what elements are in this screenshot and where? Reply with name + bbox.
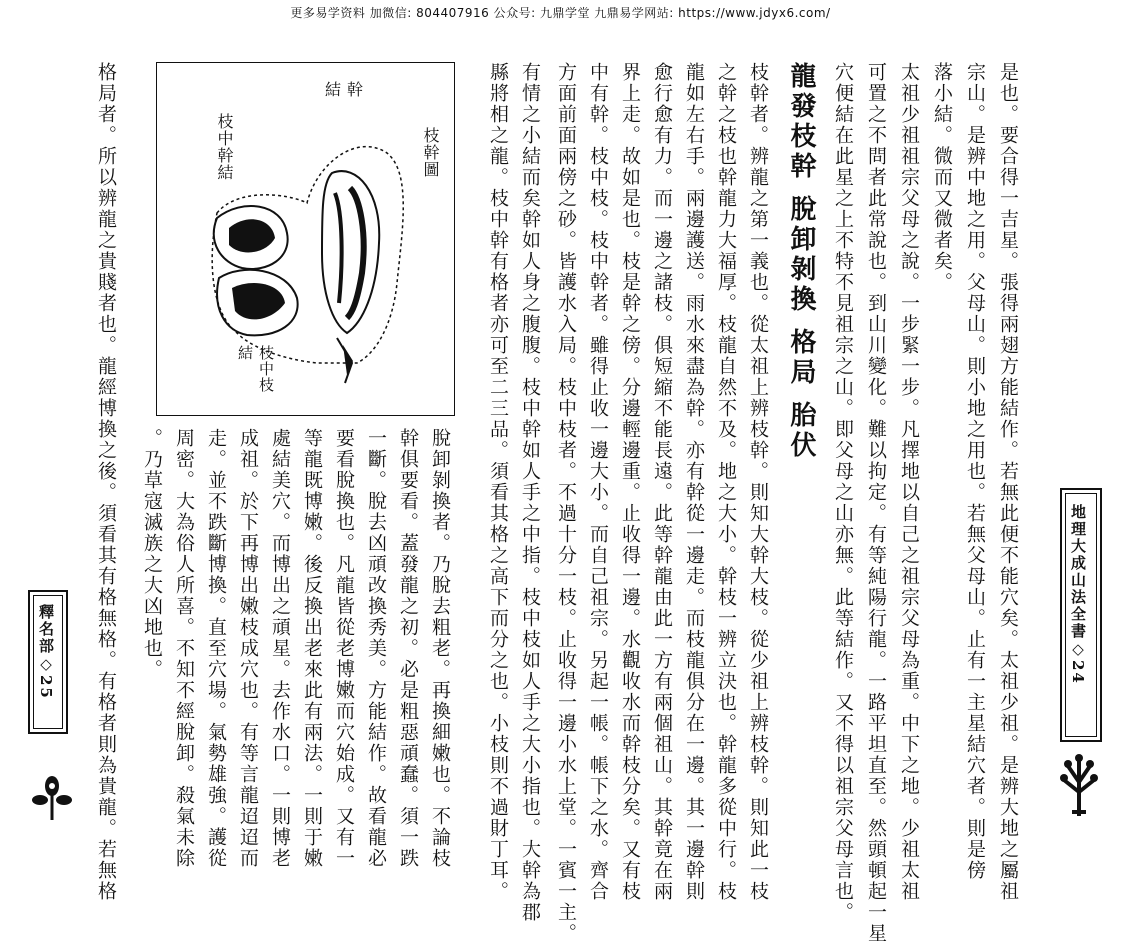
left-book-tab-title: 釋名部◇25 bbox=[37, 604, 55, 700]
branch-trunk-label-text: 枝中幹結 bbox=[215, 113, 234, 181]
left-book-tab bbox=[28, 590, 68, 734]
flower-ornament-icon bbox=[30, 770, 74, 822]
diagram-label-title: 枝幹圖 bbox=[421, 127, 440, 178]
right-book-tab-title: 地理大成山法全書◇24 bbox=[1069, 504, 1087, 685]
right-body-col-8: 有情之小結而矣幹如人身之腹腹。枝中幹如人手之中指。枝中枝如人手之大小指也。大幹為郡 bbox=[519, 62, 541, 923]
branch-branch-label-text: 枝中枝結 bbox=[236, 345, 275, 393]
diagram-label-branch-trunk bbox=[213, 113, 263, 193]
diagram-label-branch-branch bbox=[235, 345, 305, 405]
right-text-col-2: 宗山。是辨中地之用。父母山。則小地之用也。若無父母山。止有一主星結穴者。則是傍 bbox=[964, 62, 986, 881]
right-body-col-5: 界上走。故如是也。枝是幹之傍。分邊輕邊重。止收得一邊。水觀收水而幹枝分矣。又有枝 bbox=[619, 62, 641, 902]
tree-ornament-icon bbox=[1052, 752, 1106, 818]
left-side-col-9: 周密。大為俗人所喜。不知不經脫卸。殺氣未除 bbox=[173, 428, 195, 869]
section-title: 龍發枝幹 脫卸剝換 格局 胎伏 bbox=[786, 62, 816, 462]
left-side-col-4: 要看脫換也。凡龍皆從老博嫩而穴始成。又有一 bbox=[333, 428, 355, 869]
right-body-col-4: 愈行愈有力。而一邊之諸枝。俱短縮不能長遠。此等幹龍由此一方有兩個祖山。其幹竟在兩 bbox=[651, 62, 673, 902]
right-body-col-7: 方面前面兩傍之砂。皆護水入局。枝中枝者。不過十分一枝。止收得一邊小水上堂。一賓一主。 bbox=[555, 62, 577, 944]
left-side-col-2: 幹俱要看。蓋發龍之初。必是粗惡頑蠢。須一跌 bbox=[397, 428, 419, 869]
right-text-col-4: 太祖少祖祖宗父母之說。一步緊一步。凡擇地以自己之祖宗父母為重。中下之地。少祖太祖 bbox=[898, 62, 920, 902]
right-body-col-1: 枝幹者。辨龍之第一義也。從太祖上辨枝幹。則知大幹大枝。從少祖上辨枝幹。則知此一枝 bbox=[747, 62, 769, 902]
left-side-col-5: 等龍既博嫩。後反換出老來此有兩法。一則于嫩 bbox=[301, 428, 323, 869]
right-body-col-2: 之幹之枝也幹龍力大福厚。枝龍自然不及。地之大小。幹枝一辨立決也。幹龍多從中行。枝 bbox=[715, 62, 737, 902]
diagram-label-trunk: 結幹 bbox=[325, 80, 370, 99]
left-side-col-10: 。乃草寇滅族之大凶地也。 bbox=[141, 428, 163, 680]
right-text-col-1: 是也。要合得一吉星。張得兩翅方能結作。若無此便不能穴矣。太祖少祖。是辨大地之屬祖 bbox=[997, 62, 1019, 902]
right-text-col-6: 穴便結在此星之上不特不見祖宗之山。即父母之山亦無。此等結作。又不得以祖宗父母言也。 bbox=[832, 62, 854, 923]
branch-trunk-diagram bbox=[156, 62, 455, 416]
left-side-col-8: 走。並不跌斷博換。直至穴場。氣勢雄強。護從 bbox=[205, 428, 227, 869]
left-side-col-7: 成祖。於下再博出嫩枝成穴也。有等言龍迢迢而 bbox=[237, 428, 259, 869]
right-text-col-5: 可置之不問者此常說也。到山川變化。難以拘定。有等純陽行龍。一路平坦直至。然頭頓起一星 bbox=[865, 62, 887, 944]
left-full-col-1: 格局者。所以辨龍之貴賤者也。龍經博換之後。須看其有格無格。有格者則為貴龍。若無格 bbox=[95, 62, 117, 902]
right-body-col-3: 龍如左右手。兩邊護送。雨水來盡為幹。亦有幹從一邊走。而枝龍俱分在一邊。其一邊幹則 bbox=[683, 62, 705, 902]
right-text-col-3: 落小結。微而又微者矣。 bbox=[931, 62, 953, 293]
right-book-tab bbox=[1060, 488, 1102, 742]
page-header: 更多易学资料 加微信: 804407916 公众号: 九鼎学堂 九鼎易学网站: https://www.jdyx6.com/ bbox=[290, 6, 831, 20]
diagram-drawing bbox=[157, 63, 454, 415]
left-side-col-1: 脫卸剝換者。乃脫去粗老。再換細嫩也。不論枝 bbox=[429, 428, 451, 869]
right-body-col-6: 中有幹。枝中枝。枝中幹者。雖得止收一邊大小。而自己祖宗。另起一帳。帳下之水。齊合 bbox=[587, 62, 609, 902]
left-side-col-3: 一斷。脫去凶頑改換秀美。方能結作。故看龍必 bbox=[365, 428, 387, 869]
left-side-col-6: 處結美穴。而博出之頑星。去作水口。一則博老 bbox=[269, 428, 291, 869]
right-body-col-9: 縣將相之龍。枝中幹有格者亦可至二三品。須看其格之高下而分之也。小枝則不過財丁耳。 bbox=[487, 62, 509, 902]
